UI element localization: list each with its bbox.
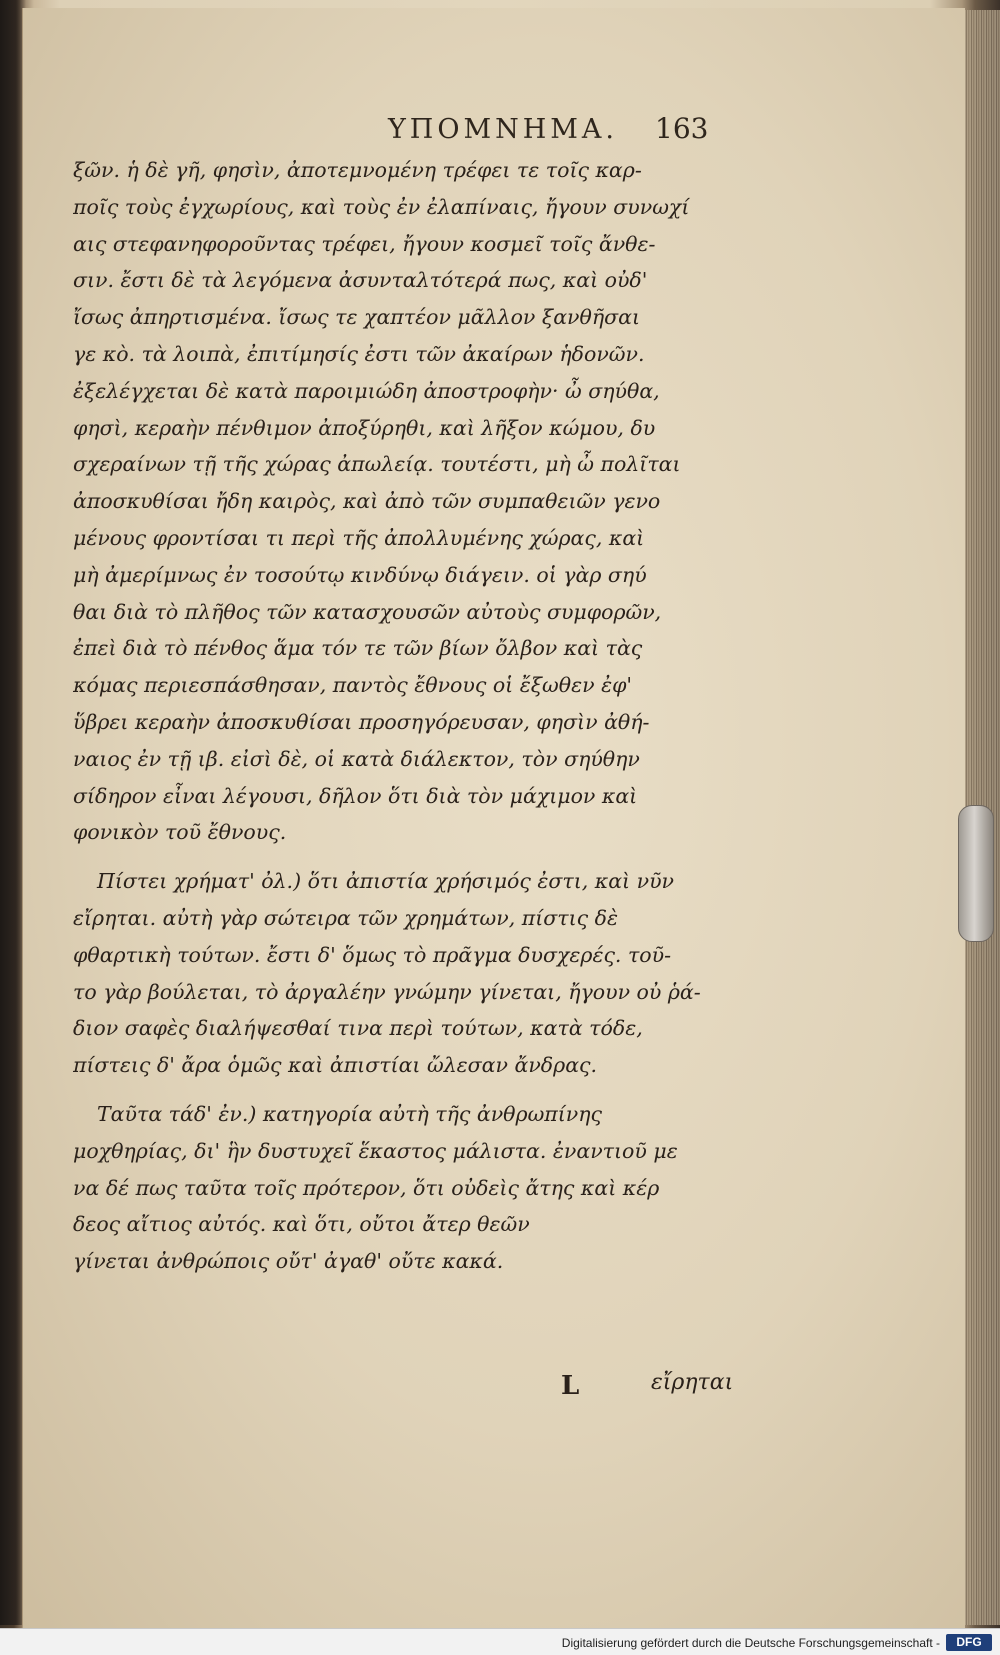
text-line: φησὶ, κεραὴν πένθιμον ἀποξύρηθι, καὶ λῆξον κώμου, δυ bbox=[73, 415, 656, 440]
commentary-text bbox=[73, 152, 733, 1280]
running-head: ΥΠΟΜΝΗΜΑ. bbox=[387, 114, 619, 145]
text-line: γε κὸ. τὰ λοιπὰ, ἐπιτίμησίς ἐστι τῶν ἀκαίρων ἡδονῶν. bbox=[73, 341, 645, 366]
text-line: ἐξελέγχεται δὲ κατὰ παροιμιώδη ἀποστροφὴν· ὦ σηύθα, bbox=[73, 378, 660, 403]
text-line: μένους φροντίσαι τι περὶ τῆς ἀπολλυμένης χώρας, καὶ bbox=[73, 525, 645, 550]
text-line: σίδηρον εἶναι λέγουσι, δῆλον ὅτι διὰ τὸν μάχιμον καὶ bbox=[73, 783, 638, 808]
text-line: ὕβρει κεραὴν ἀποσκυθίσαι προσηγόρευσαν, φησὶν ἀθή- bbox=[73, 709, 650, 734]
text-line: μοχθηρίας, δι' ἣν δυστυχεῖ ἕκαστος μάλιστα. ἐναντιοῦ με bbox=[73, 1138, 678, 1163]
text-line: ναιος ἐν τῇ ιβ. εἰσὶ δὲ, οἱ κατὰ διάλεκτον, τὸν σηύθην bbox=[73, 746, 640, 771]
text-line: γίνεται ἀνθρώποις οὔτ' ἀγαθ' οὔτε κακά. bbox=[73, 1249, 504, 1274]
text-line: κόμας περιεσπάσθησαν, παντὸς ἔθνους οἱ ἔξωθεν ἐφ' bbox=[73, 673, 633, 698]
text-line: δεος αἴτιος αὐτός. καὶ ὅτι, οὔτοι ἄτερ θεῶν bbox=[73, 1212, 530, 1237]
text-line: φθαρτικὴ τούτων. ἔστι δ' ὅμως τὸ πρᾶγμα δυσχερές. τοῦ- bbox=[73, 942, 672, 967]
text-line: διον σαφὲς διαλήψεσθαί τινα περὶ τούτων, κατὰ τόδε, bbox=[73, 1016, 643, 1041]
text-line: σχεραίνων τῇ τῆς χώρας ἀπωλείᾳ. τουτέστι, μὴ ὦ πολῖται bbox=[73, 452, 681, 477]
text-line: εἴρηται. αὐτὴ γὰρ σώτειρα τῶν χρημάτων, πίστις δὲ bbox=[73, 905, 618, 930]
text-line: ἀποσκυθίσαι ἤδη καιρὸς, καὶ ἀπὸ τῶν συμπαθειῶν γενο bbox=[73, 489, 661, 514]
text-line: ποῖς τοὺς ἐγχωρίους, καὶ τοὺς ἐν ἐλαπίναις, ἤγουν συνωχί bbox=[73, 194, 690, 219]
text-line: Πίστει χρήματ' ὀλ.) ὅτι ἀπιστία χρήσιμός ἐστι, καὶ νῦν bbox=[97, 869, 674, 894]
text-line: μὴ ἀμερίμνως ἐν τοσούτῳ κινδύνῳ διάγειν. οἱ γὰρ σηύ bbox=[73, 562, 647, 587]
text-line: Ταῦτα τάδ' ἐν.) κατηγορία αὐτὴ τῆς ἀνθρωπίνης bbox=[97, 1101, 603, 1126]
text-line: ἐπεὶ διὰ τὸ πένθος ἅμα τόν τε τῶν βίων ὄλβον καὶ τὰς bbox=[73, 636, 643, 661]
text-line: θαι διὰ τὸ πλῆθος τῶν κατασχουσῶν αὐτοὺς συμφορῶν, bbox=[73, 599, 662, 624]
signature-mark: L bbox=[561, 1371, 580, 1401]
text-line: πίστεις δ' ἄρα ὁμῶς καὶ ἀπιστίαι ὤλεσαν ἄνδρας. bbox=[73, 1053, 598, 1078]
text-line: ξῶν. ἡ δὲ γῆ, φησὶν, ἀποτεμνομένη τρέφει τε τοῖς καρ- bbox=[73, 158, 642, 182]
footer-bar bbox=[0, 1628, 1000, 1655]
text-line: το γὰρ βούλεται, τὸ ἀργαλέην γνώμην γίνεται, ἤγουν οὐ ῥά- bbox=[73, 979, 701, 1004]
text-line: φονικὸν τοῦ ἔθνους. bbox=[73, 820, 287, 845]
page-number: 163 bbox=[655, 112, 709, 145]
paragraph-gap bbox=[73, 851, 733, 863]
text-line: σιν. ἔστι δὲ τὰ λεγόμενα ἀσυνταλτότερά πως, καὶ οὐδ' bbox=[73, 268, 648, 293]
footer-credit: Digitalisierung gefördert durch die Deutsche Forschungsgemeinschaft - bbox=[561, 1636, 940, 1650]
paragraph-gap bbox=[73, 1084, 733, 1096]
text-line: αις στεφανηφοροῦντας τρέφει, ἤγουν κοσμεῖ τοῖς ἄνθε- bbox=[73, 231, 656, 256]
dfg-logo-icon: DFG bbox=[946, 1634, 992, 1651]
text-line: ἴσως ἀπηρτισμένα. ἴσως τε χαπτέον μᾶλλον ξανθῆσαι bbox=[73, 305, 641, 330]
book-clasp bbox=[958, 805, 994, 942]
catchword: εἴρηται bbox=[651, 1370, 734, 1395]
text-line: να δέ πως ταῦτα τοῖς πρότερον, ὅτι οὐδεὶς ἄτης καὶ κέρ bbox=[73, 1175, 660, 1200]
book-page bbox=[22, 8, 965, 1630]
